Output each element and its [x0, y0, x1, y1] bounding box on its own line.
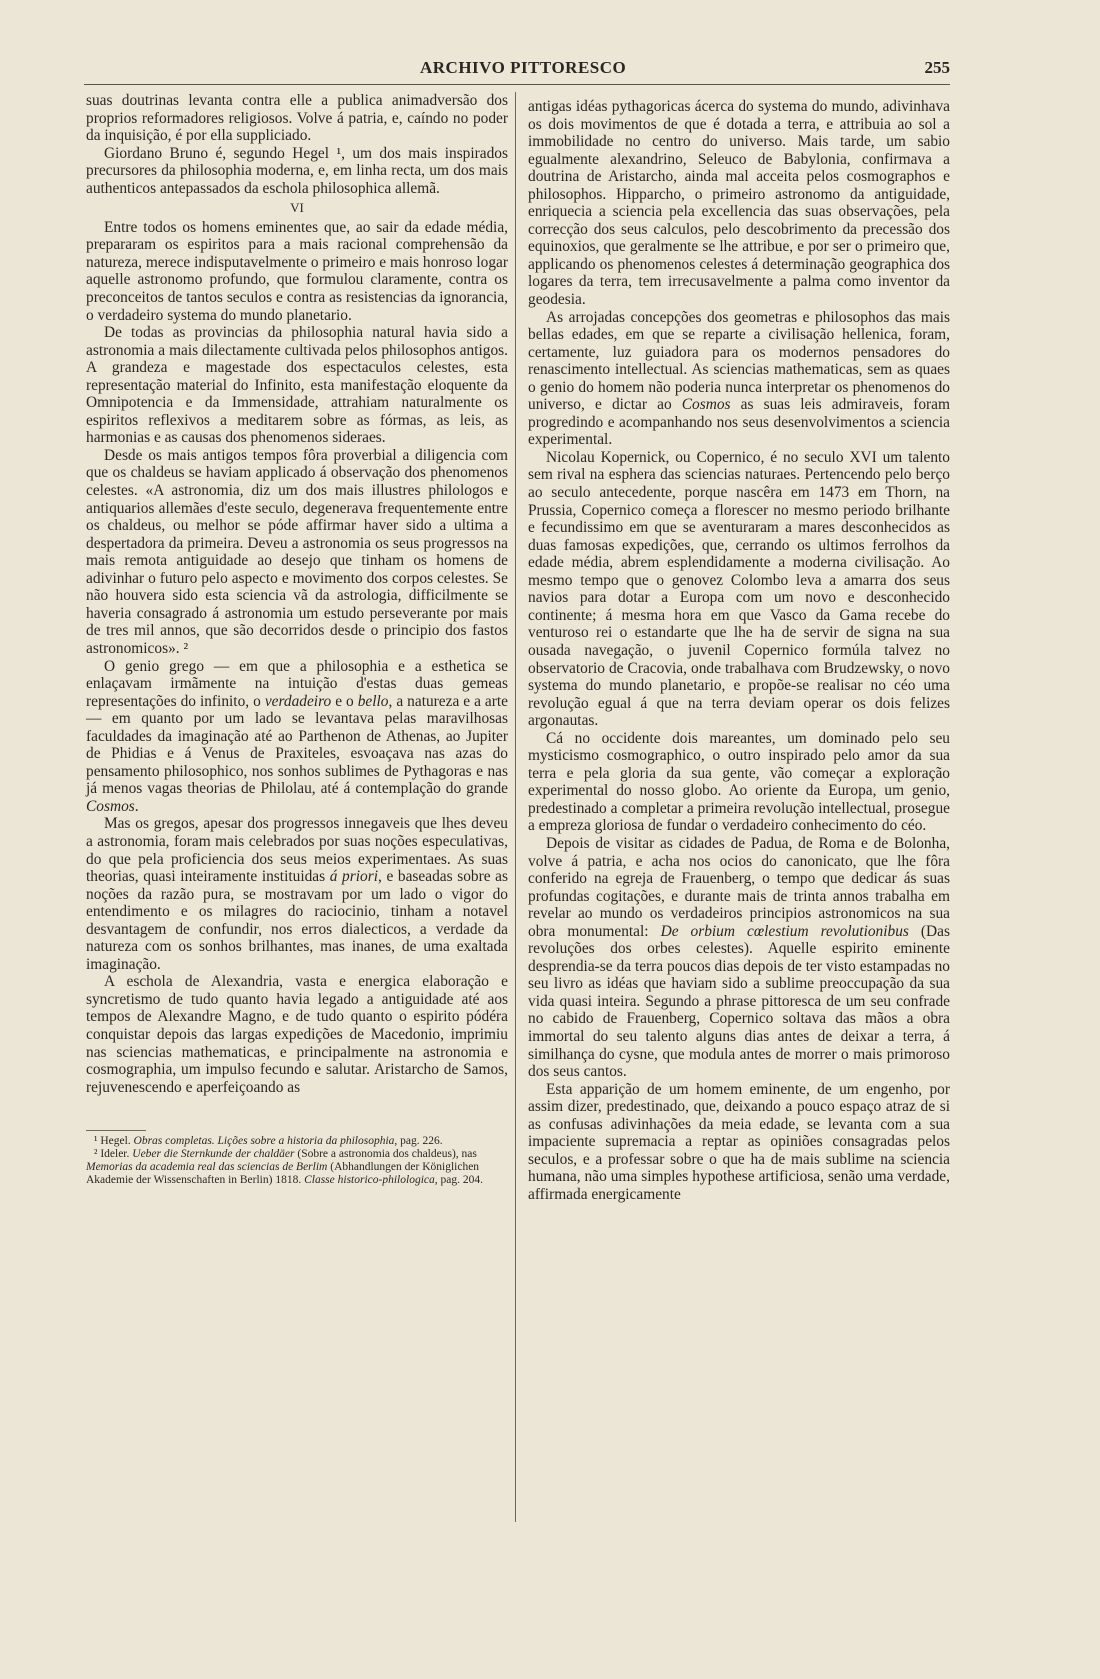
footnote-divider: [86, 1130, 146, 1131]
text-run: (Das revoluções dos orbes celestes). Aquelle espirito eminente desprendia-se da terra poucos dias depois de ter visto estampadas no seu livro as idéas que haviam sido a sublime preoccupação da sua vida quasi inteira. Segundo a phrase pittoresca de um seu confrade no cabido de Frauenberg, Copernico soltava das mãos a obra immortal do seu talento alguns dias antes de deixar a terra, á similhança do cysne, que modula antes de morrer o mais primoroso dos seus cantos.: [528, 922, 950, 1081]
paragraph: suas doutrinas levanta contra elle a publica animadversão dos proprios reformadores religiosos. Volve á patria, e, caíndo no poder da inquisição, é por ella suppliciado.: [86, 92, 508, 145]
paragraph: Nicolau Kopernick, ou Copernico, é no seculo XVI um talento sem rival na esphera das sciencias naturaes. Pertencendo pelo berço ao seculo antecedente, porque nascêra em 1473 em Thorn, na Prussia, Copernico começa a florescer no mesmo periodo brilhante e fecundissimo em que se aventuraram a mares desconhecidos as duas famosas expedições, que, cerrando os ultimos ferrolhos da edade média, abrem esplendidamente a moderna civilisação. Ao mesmo tempo que o genovez Colombo leva a amarra dos seus navios para dotar a Europa com um novo e desconhecido continente; á mesma hora em que Vasco da Gama recebe do venturoso rei o estandarte que lhe ha de servir de signa na sua ousada navegação, o juvenil Copernico formúla talvez no observatorio de Cracovia, onde trabalhava com Brudzewsky, o novo systema do mundo planetario, e propõe-se realisar no céo uma revolução egual á que na terra deviam operar os dois felizes argonautas.: [528, 448, 950, 730]
text-run: Mas os gregos, apesar dos progressos innegaveis que lhes deveu a astronomia, foram mais celebrados por suas noções especulativas, do que pela proficiencia dos seus meios experimentaes. As suas theorias, quasi inteiramente instituidas: [86, 815, 508, 886]
text-run: , a natureza e a arte — em quanto por um lado se levantava pelas maravilhosas faculdades da imaginação até ao Parthenon de Athenas, ao Jupiter de Phidias e á Venus de Praxiteles, esvoaçava nas azas do pensamento philosophico, nos sonhos sublimes de Pythagoras e nas já menos vagas theorias de Philolau, até á contemplação do grande: [86, 692, 508, 798]
text-run: , pag. 226.: [394, 1135, 443, 1148]
text-run: O genio grego — em que a philosophia e a esthetica se enlaçavam irmãmente na intuição d'estas duas gemeas representações do infinito, o: [86, 657, 508, 710]
paragraph: [528, 309, 950, 449]
column-divider: [515, 92, 516, 1522]
text-run: ¹ Hegel.: [94, 1135, 134, 1148]
text-run: (Abhandlungen der Königlichen Akademie der Wissenschaften in Berlin) 1818.: [86, 1161, 480, 1187]
italic-text: á priori: [329, 868, 378, 886]
text-run: (Sobre a astronomia dos chaldeus), nas: [294, 1148, 477, 1161]
text-run: , pag. 204.: [434, 1174, 483, 1187]
running-head: [84, 58, 950, 85]
text-run: as suas leis admiraveis, foram progredindo e acompanhando nos seus desenvolvimentos a sciencia experimental.: [528, 396, 950, 449]
italic-text: Cosmos: [86, 797, 135, 815]
paragraph: Esta apparição de um homem eminente, de um engenho, por assim dizer, predestinado, que, deixando a pouco espaço atraz de si as confusas adivinhações da meia edade, se levanta com a sua impaciente supremacia a reptar as opiniões consagradas pelos seculos, e a professar sobre o que ha de mais sublime na sciencia humana, não uma simples hypothese artificiosa, senão uma verdade, affirmada energicamente: [528, 1080, 950, 1203]
right-column: [528, 98, 950, 1203]
paragraph: [86, 658, 508, 816]
paragraph: A eschola de Alexandria, vasta e energica elaboração e syncretismo de tudo quanto havia legado a antiguidade até aos tempos de Alexandre Magno, e de tudo quanto o espirito pódéra conquistar depois das largas expedições de Macedonio, imprimiu nas sciencias mathematicas, e principalmente na astronomia e cosmographia, um impulso fecundo e salutar. Aristarcho de Samos, rejuvenescendo e aperfeiçoando as: [86, 973, 508, 1096]
footnote: [86, 1148, 508, 1187]
page-title: ARCHIVO PITTORESCO: [420, 58, 627, 77]
paragraph: [528, 835, 950, 1081]
italic-text: bello: [357, 692, 389, 710]
text-run: e o: [331, 692, 358, 710]
paragraph: antigas idéas pythagoricas ácerca do systema do mundo, adivinhava os dois movimentos de que é dotada a terra, e attribuia ao sol a immobilidade no centro do universo. Mais tarde, um sabio egualmente alexandrino, Seleuco de Babylonia, confirmava a doutrina de Aristarcho, ainda mal acceita pelos cosmographos e philosophos. Hipparcho, o primeiro astronomo da antiguidade, enriquecia a sciencia pela excellencia das suas observações, pela correcção dos seus calculos, pelo descobrimento da precessão dos equinoxios, que geralmente se lhe attribue, e por ser o primeiro que, applicando os phenomenos celestes á determinação geographica dos logares da terra, tem irrecusavelmente a palma como inventor da geodesia.: [528, 98, 950, 309]
section-number: VI: [290, 200, 304, 216]
italic-text: Cosmos: [681, 396, 731, 414]
left-column: [86, 92, 508, 1187]
italic-text: verdadeiro: [264, 692, 332, 710]
paragraph: [86, 815, 508, 973]
italic-text: Memorias da academia real das sciencias de Berlim: [86, 1161, 328, 1174]
footnotes: [86, 1135, 508, 1187]
page-number: 255: [924, 58, 950, 77]
paragraph: Entre todos os homens eminentes que, ao sair da edade média, prepararam os espiritos para a mais racional comprehensão da natureza, merece indisputavelmente o primeiro e mais honroso logar aquelle astronomo profundo, que formulou claramente, contra os preconceitos de tantos seculos e contra as resistencias da ignorancia, o verdadeiro systema do mundo planetario.: [86, 218, 508, 324]
footnote: [86, 1135, 508, 1148]
italic-text: Obras completas. Lições sobre a historia da philosophia: [133, 1135, 395, 1148]
text-run: As arrojadas concepções dos geometras e philosophos das mais bellas edades, em que se reparte a civilisação hellenica, foram, certamente, luz guiadora para os modernos pensadores do renascimento intellectual. As sciencias mathematicas, sem as quaes o genio do homem não poderia nunca interpretar os phenomenos do universo, e dictar ao: [528, 308, 950, 414]
text-run: ² Ideler.: [94, 1148, 133, 1161]
paragraph: Giordano Bruno é, segundo Hegel ¹, um dos mais inspirados precursores da philosophia moderna, e, em linha recta, um dos mais authenticos antepassados da eschola philosophica allemã.: [86, 144, 508, 197]
italic-text: Ueber die Sternkunde der chaldäer: [132, 1148, 295, 1161]
text-run: , e baseadas sobre as noções da razão pura, se mostravam por um lado o vigor do entendimento e os milagres do raciocinio, tinham a notavel desvantagem de confundir, nos erros dialecticos, a verdade da natureza com os sonhos brilhantes, mas inanes, de uma exaltada imaginação.: [86, 868, 509, 973]
text-run: .: [134, 797, 139, 815]
italic-text: De orbium cœlestium revolutionibus: [660, 922, 909, 940]
text-run: Depois de visitar as cidades de Padua, de Roma e de Bolonha, volve á patria, e acha nos ocios do canonicato, que lhe fôra conferido na egreja de Frauenberg, o tempo que dedicar ás suas profundas cogitações, e durante mais de trinta annos trabalha em revelar ao mundo os verdadeiros principios astronomicos na sua obra monumental:: [528, 834, 950, 940]
paragraph: De todas as provincias da philosophia natural havia sido a astronomia a mais dilectamente cultivada pelos philosophos antigos. A grandeza e magestade dos espectaculos celestes, esta representação material do Infinito, esta manifestação eloquente da Omnipotencia e da Immensidade, attrahiam naturalmente os espiritos reflexivos a meditarem sobre as fórmas, as leis, as harmonias e as causas dos phenomenos sideraes.: [86, 324, 508, 447]
paragraph: Cá no occidente dois mareantes, um dominado pelo seu mysticismo cosmographico, o outro inspirado pelo amor da sua terra e pela gloria da sua gente, vão começar a exploração experimental do nosso globo. Ao oriente da Europa, um genio, predestinado a completar a primeira revolução intellectual, prosegue a empreza gloriosa de fundar o verdadeiro conhecimento do céo.: [528, 729, 950, 835]
paragraph: Desde os mais antigos tempos fôra proverbial a diligencia com que os chaldeus se haviam applicado á observação dos phenomenos celestes. «A astronomia, diz um dos mais illustres philologos e antiquarios allemães d'este seculo, degenerava frequentemente entre os chaldeus, ou melhor se póde affirmar haver sido a ultima a despertadora da primeira. Deveu a astronomia os seus progressos na mais remota antiguidade ao desejo que tinham os homens de adivinhar o futuro pelo aspecto e movimento dos corpos celestes. Se não houvera sido esta sciencia vã da astrologia, difficilmente se haveria consagrado á astronomia um estudo perseverante por mais de tres mil annos, que são decorridos desde o principio dos fastos astronomicos». ²: [86, 446, 508, 657]
italic-text: Classe historico-philologica: [304, 1174, 435, 1187]
